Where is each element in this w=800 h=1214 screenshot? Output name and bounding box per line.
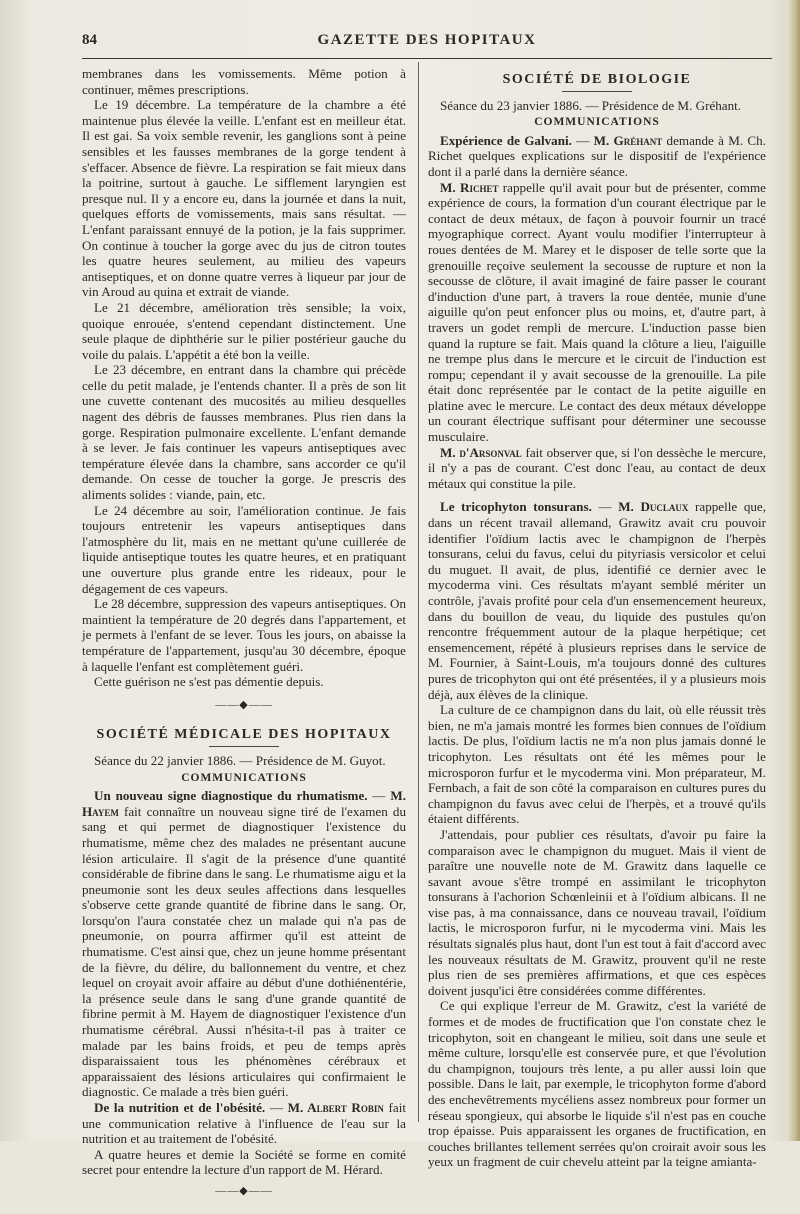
communication-text: rappelle que, dans un récent travail allemand, Grawitz avait cru pouvoir identifier l'oïdium lactis avec le champignon de l'herpès tonsurans, celui du favus, celui du pityriasis versicolor et celui du muguet. Il avait, de plus, identifié ce dernier avec le mycoderma vini. Ces résultats m'ayant semblé mériter un contrôle, j'avais profité pour cela d'un ensemencement heureux, dans du bouillon de veau, du liquide des pustules qu'on rencontre fréquemment autour de la plaque herpétique; cet ensemencement, répété à plusieurs reprises dans le service de M. Fournier, à Saint-Louis, m'a toujours donné des cultures pures de tricophyton qui ont été présentées, il y a plusieurs mois déjà, aux élèves de la clinique. bbox=[428, 499, 766, 702]
page-edge bbox=[786, 0, 800, 1141]
paragraph: La culture de ce champignon dans du lait, où elle réussit très bien, ne m'a jamais montré les formes bien connues de l'oïdium lactis. De plus, l'oïdium lactis ne m'a non plus jamais donné le tricophyton. Les résultats ont été les mêmes pour le microsporon furfur et le mycoderma vini. Mon préparateur, M. Fernbach, a fait de son côté la comparaison en cultures pures du champignon du favus avec celui de l'herpès, et a trouvé qu'ils étaient différents. bbox=[428, 702, 766, 827]
section-divider: ——◆—— bbox=[215, 698, 273, 711]
run-in-heading: De la nutrition et de l'obésité. bbox=[94, 1100, 266, 1115]
section-title: SOCIÉTÉ MÉDICALE DES HOPITAUX bbox=[96, 727, 392, 743]
communication-text: fait une communication relative à l'influence de l'eau sur la nutrition et au traitement de l'obésité. bbox=[82, 1100, 406, 1147]
section-title: SOCIÉTÉ DE BIOLOGIE bbox=[502, 72, 692, 87]
communication-text: fait observer que, si l'on dessèche le mercure, il n'y a pas de courant. C'est donc l'eau, au contact de deux métaux qui constitue la pile. bbox=[428, 444, 766, 491]
paragraph: Le 28 décembre, suppression des vapeurs antiseptiques. On maintient la température de 20 degrés dans l'appartement, et je permets à l'enfant de se lever. Tous les jours, on abaisse la température de l'appartement, jusqu'au 30 décembre, époque à laquelle l'enfant est complètement guéri. bbox=[82, 596, 406, 674]
dash: — bbox=[571, 132, 594, 148]
left-column bbox=[82, 66, 406, 1214]
seance-line: Séance du 22 janvier 1886. — Présidence de M. Guyot. bbox=[94, 752, 386, 768]
seance-line: Séance du 23 janvier 1886. — Présidence de M. Gréhant. bbox=[440, 97, 742, 113]
communication-text: fait connaître un nouveau signe tiré de l'examen du sang et qui permet de diagnostiquer l'existence du rhumatisme, même chez des malades ne présentant aucune lésion articulaire. Il s'agit de la présence d'une quantité considérable de fibrine dans le sang. Le rhumatisme aigu et la pneumonie sont les deux seules affections dans lesquelles s'observe cette grande quantité de fibrine dans le sang. Or, lorsqu'on l'aura constatée chez un malade qui n'a pas de pneumonie, on pourra affirmer qu'il est atteint de rhumatisme. C'est ainsi que, chez un jeune homme présentant de la fièvre, du délire, du ballonnement du ventre, et chez lequel on croyait avoir affaire au début d'une dothiénentérie, la présence seule dans le sang d'une grande quantité de fibrine permit à M. Hayem de diagnostiquer l'existence d'un rhumatisme cérébral. Aussi n'hésita-t-il pas à traiter ce malade par les bains froids, et peu de temps après disparaissaient tous les phénomènes cérébraux et apparaissaient des lésions articulaires qui confirmaient le diagnostic. Ce malade a très bien guéri. bbox=[82, 803, 406, 1100]
speaker-name: M. Albert Robin bbox=[287, 1100, 384, 1115]
communication-paragraph bbox=[428, 133, 766, 180]
paragraph: membranes dans les vomissements. Même potion à continuer, mêmes prescriptions. bbox=[82, 66, 406, 97]
communication-paragraph bbox=[428, 180, 766, 445]
section-divider: ——◆—— bbox=[215, 1184, 273, 1197]
dash: — bbox=[265, 1100, 288, 1115]
journal-title: GAZETTE DES HOPITAUX bbox=[317, 32, 537, 48]
communication-paragraph bbox=[82, 788, 406, 1100]
paragraph: Le 24 décembre au soir, l'amélioration continue. Je fais toujours entretenir les vapeurs antiseptiques dans l'atmosphère du lit, mais en ne mettant qu'une cuillerée de liquide antiseptique toutes les quatre heures, et en pratiquant une ouverture plus grande entre les rideaux, pour le dégagement de ces vapeurs. bbox=[82, 502, 406, 596]
speaker-name: M. Richet bbox=[440, 179, 499, 195]
column-rule bbox=[418, 62, 419, 1122]
speaker-name: M. Duclaux bbox=[618, 499, 689, 515]
communication-paragraph bbox=[428, 499, 766, 702]
header-rule bbox=[82, 58, 772, 59]
dash: — bbox=[367, 788, 391, 804]
paragraph: Cette guérison ne s'est pas démentie depuis. bbox=[94, 674, 324, 690]
run-in-heading: Un nouveau signe diagnostique du rhumatisme. bbox=[94, 788, 368, 804]
right-column bbox=[428, 72, 766, 1170]
paragraph: Le 21 décembre, amélioration très sensible; la voix, quoique enrouée, s'entend cependant distinctement. Une seule plaque de diphthérie sur le pilier postérieur gauche du voile du palais. L'appétit a été bon la veille. bbox=[82, 299, 406, 362]
dash: — bbox=[591, 499, 619, 515]
speaker-name: M. Gréhant bbox=[593, 132, 663, 148]
paragraph: J'attendais, pour publier ces résultats, d'avoir pu faire la comparaison avec le champignon du muguet. Mais il vient de paraître une nouvelle note de M. Grawitz dans laquelle ce savant avoue s'être trompé en assimilant le tricophyton tonsurans à l'achorion Schœnleinii et à l'oïdium albicans. Il ne vise pas, à ma connaissance, dans ce nouveau travail, l'oïdium lactis, le microsporon furfur, ni le mycoderma vini. Mais les résultats signalés plus haut, dont l'un est tout à fait d'accord avec les nouveaux résultats de M. Grawitz, prouvent qu'il ne reste plus rien de ses premières affirmations, et que ces espèces doivent jusqu'ici être considérées comme différentes. bbox=[428, 826, 766, 998]
paragraph: Le 23 décembre, en entrant dans la chambre qui précède celle du petit malade, je l'entends chanter. Il a près de son lit une cuvette contenant des mucosités au milieu desquelles nagent des débris de fausses membranes. Plus rien dans la gorge. Respiration pulmonaire excellente. L'enfant demande à se lever. Je fais continuer les vapeurs antiseptiques avec température élevée dans la chambre, sans accorder ce qu'il demande. On cesse de toucher la gorge. Je prescris des aliments solides : viande, pain, etc. bbox=[82, 362, 406, 503]
run-in-heading: Le tricophyton tonsurans. bbox=[440, 499, 592, 515]
communication-text: demande à M. Ch. Richet quelques explications sur le dispositif de l'expérience dont il a parlé dans la dernière séance. bbox=[428, 132, 766, 179]
speaker-name: M. d'Arsonval bbox=[440, 444, 522, 460]
run-in-heading: Expérience de Galvani. bbox=[440, 132, 572, 148]
spacer bbox=[428, 491, 766, 499]
paragraph: Le 19 décembre. La température de la chambre a été maintenue plus élevée la veille. L'enfant est en meilleur état. Il est gai. Sa voix semble revenir, les ganglions sont à peine sensibles et les fausses membranes de la gorge tendent à s'effacer. Absence de fièvre. La respiration se fait mieux dans la poitrine, surtout à gauche. Le sifflement laryngien est presque nul. Il y a encore eu, dans la journée et dans la nuit, quelques efforts de vomissements, mais sans résultat. — L'enfant paraissant ennuyé de la potion, je la fais supprimer. On continue à toucher la gorge avec du jus de citron toutes les quatre heures seulement, au milieu des vapeurs antiseptiques, et on donne quatre verres à liqueur par jour de vin Aroud au quina et extrait de viande. bbox=[82, 97, 406, 300]
communications-heading: COMMUNICATIONS bbox=[181, 771, 307, 784]
speaker-name: M. Hayem bbox=[82, 788, 406, 819]
communication-paragraph bbox=[428, 445, 766, 492]
communication-paragraph bbox=[82, 1100, 406, 1147]
page-header bbox=[82, 30, 772, 52]
communication-text: rappelle qu'il avait pour but de présenter, comme expérience de cours, la formation d'un courant électrique par le contact de deux métaux, de façon à pouvoir fournir un tracé myographique correct. Ayant voulu modifier l'interrupteur à roues dentées de M. Marey et le disposer de telle sorte que la grenouille reçoive seulement la secousse de rupture et non la secousse de clôture, il avait imaginé de faire passer le courant d'induction d'une part, à travers la roue dentée, munie d'une aiguille qu'on peut enfoncer plus ou moins, et, d'autre part, à travers un godet rempli de mercure. L'induction passe bien quand la rupture se fait. Mais quand la clôture a lieu, l'aiguille ne trempe plus dans le mercure et le circuit de l'induction est rompu; cependant il y avait secousse de la grenouille. La pile était donc représentée par le contact de la petite aiguille en platine avec le mercure. Le contact des deux métaux développe un courant électrique suffisant pour déterminer une secousse musculaire. bbox=[428, 179, 766, 445]
page-number: 84 bbox=[82, 32, 97, 48]
short-rule bbox=[562, 91, 632, 92]
short-rule bbox=[209, 746, 279, 747]
paragraph: Ce qui explique l'erreur de M. Grawitz, c'est la variété de formes et de modes de fructification que l'on constate chez le tricophyton, soit en changeant le milieu, soit dans une seule et même culture, lorsqu'elle est conservée pure, et que l'évolution du champignon, toujours très lente, a pu aller aussi loin que possible. Dans le lait, par exemple, le tricophyton forme d'abord des enchevêtrements mycéliens assez nombreux pour former un réseau spongieux, qui absorbe le liquide s'il n'est pas en couche trop épaisse. Puis apparaissent les organes de fructification, en couches brillantes tellement serrées qu'on croirait avoir sous les yeux un fragment de cuir chevelu atteint par la teigne amianta- bbox=[428, 998, 766, 1170]
communications-heading: COMMUNICATIONS bbox=[534, 116, 660, 129]
paragraph: A quatre heures et demie la Société se forme en comité secret pour entendre la lecture d'un rapport de M. Hérard. bbox=[82, 1146, 406, 1178]
